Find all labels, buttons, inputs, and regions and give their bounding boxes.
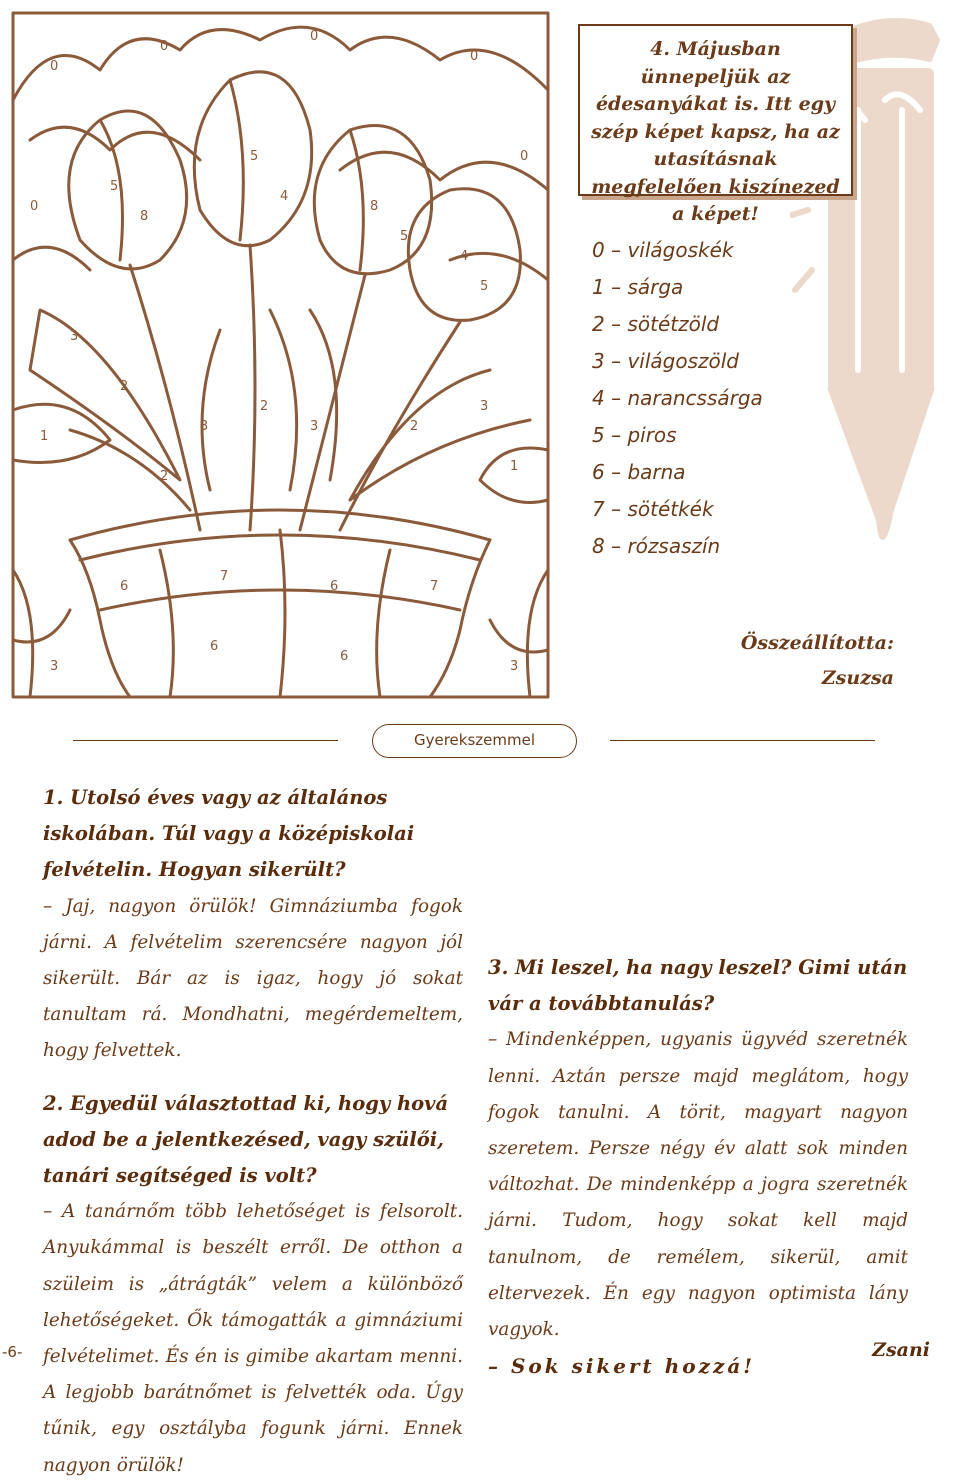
legend-item: 8 – rózsaszín — [592, 534, 721, 558]
svg-text:4: 4 — [280, 189, 289, 204]
svg-text:6: 6 — [210, 639, 219, 654]
svg-text:3: 3 — [510, 659, 519, 674]
question-2: 2. Egyedül választottad ki, hogy hová adod be a jelentkezésed, vagy szülői, tanári segítséged is volt? — [43, 1091, 449, 1188]
legend-item: 3 – világoszöld — [592, 349, 739, 373]
svg-text:2: 2 — [410, 419, 419, 434]
compiled-by — [741, 626, 894, 696]
legend-item: 2 – sötétzöld — [592, 312, 720, 336]
svg-text:8: 8 — [140, 209, 149, 224]
legend-item: 7 – sötétkék — [592, 497, 714, 521]
legend-item: 1 – sárga — [592, 275, 684, 299]
svg-text:4: 4 — [460, 249, 469, 264]
section-title: Gyerekszemmel — [372, 724, 577, 758]
section-divider-right — [610, 740, 875, 741]
tulip-coloring-picture — [10, 10, 551, 700]
svg-text:5: 5 — [400, 229, 409, 244]
svg-text:2: 2 — [120, 379, 129, 394]
compiled-label: Összeállította: — [740, 632, 894, 654]
instruction-box — [578, 24, 853, 225]
answer-2: – A tanárnőm több lehetőséget is felsorolt. Anyukámmal is beszélt erről. De otthon a szüleim is „átrágták” velem a különböző lehetőségeket. Ők támogatták a gimnáziumi felvételimet. És én is gimibe akartam menni. A legjobb barátnőmet is felvették oda. Úgy tűnik, egy osztályba fogunk járni. Ennek nagyon örülök! — [43, 1201, 463, 1476]
svg-text:0: 0 — [310, 29, 319, 44]
question-3: 3. Mi leszel, ha nagy leszel? Gimi után vár a továbbtanulás? — [488, 956, 908, 1016]
closing-line: – Sok sikert hozzá! — [488, 1354, 756, 1379]
interview-column-left — [43, 780, 463, 1484]
compiled-name: Zsuzsa — [821, 667, 894, 689]
answer-1: – Jaj, nagyon örülök! Gimnáziumba fogok járni. A felvételim szerencsére nagyon jól sikerült. Bár az is igaz, hogy jó sokat tanultam rá. Mondhatni, megérdemeltem, hogy felvettek. — [43, 895, 463, 1062]
svg-text:3: 3 — [480, 399, 489, 414]
svg-text:7: 7 — [220, 569, 229, 584]
svg-text:3: 3 — [50, 659, 59, 674]
svg-text:2: 2 — [260, 399, 269, 414]
section-divider-left — [73, 740, 338, 741]
svg-text:5: 5 — [110, 179, 119, 194]
legend-item: 4 – narancssárga — [592, 386, 763, 410]
svg-text:5: 5 — [480, 279, 489, 294]
interview-column-right — [488, 780, 908, 1384]
svg-text:0: 0 — [520, 149, 529, 164]
svg-text:3: 3 — [200, 419, 209, 434]
svg-text:0: 0 — [50, 59, 59, 74]
author-signature: Zsani — [872, 1339, 930, 1361]
instruction-text: 4. Májusban ünnepeljük az édesanyákat is. Itt egy szép képet kapsz, ha az utasításnak megfelelően kiszínezed a képet! — [591, 38, 840, 225]
answer-3: – Mindenképpen, ugyanis ügyvéd szeretnék lenni. Aztán persze majd meglátom, hogy fogok tanulni. A törit, magyart nagyon szeretem. Persze négy év alatt sok minden változhat. De mindenképp a jogra szeretnék járni. Tudom, hogy sokat kell majd tanulnom, de remélem, sikerül, amit eltervezek. Én egy nagyon optimista lány vagyok. — [488, 1029, 908, 1341]
svg-text:0: 0 — [470, 49, 479, 64]
svg-text:1: 1 — [40, 429, 49, 444]
svg-text:5: 5 — [250, 149, 259, 164]
legend-item: 6 – barna — [592, 460, 686, 484]
color-legend — [592, 232, 812, 565]
legend-item: 5 – piros — [592, 423, 677, 447]
svg-text:3: 3 — [310, 419, 319, 434]
svg-text:0: 0 — [30, 199, 39, 214]
page-number: -6- — [2, 1343, 23, 1361]
svg-text:3: 3 — [70, 329, 79, 344]
svg-text:0: 0 — [160, 39, 169, 54]
svg-text:1: 1 — [510, 459, 519, 474]
svg-text:8: 8 — [370, 199, 379, 214]
svg-text:2: 2 — [160, 469, 169, 484]
legend-item: 0 – világoskék — [592, 238, 734, 262]
svg-text:6: 6 — [340, 649, 349, 664]
svg-text:7: 7 — [430, 579, 439, 594]
svg-text:6: 6 — [120, 579, 129, 594]
question-1: 1. Utolsó éves vagy az általános iskolában. Túl vagy a középiskolai felvételin. Hogyan sikerült? — [43, 786, 415, 882]
svg-text:6: 6 — [330, 579, 339, 594]
